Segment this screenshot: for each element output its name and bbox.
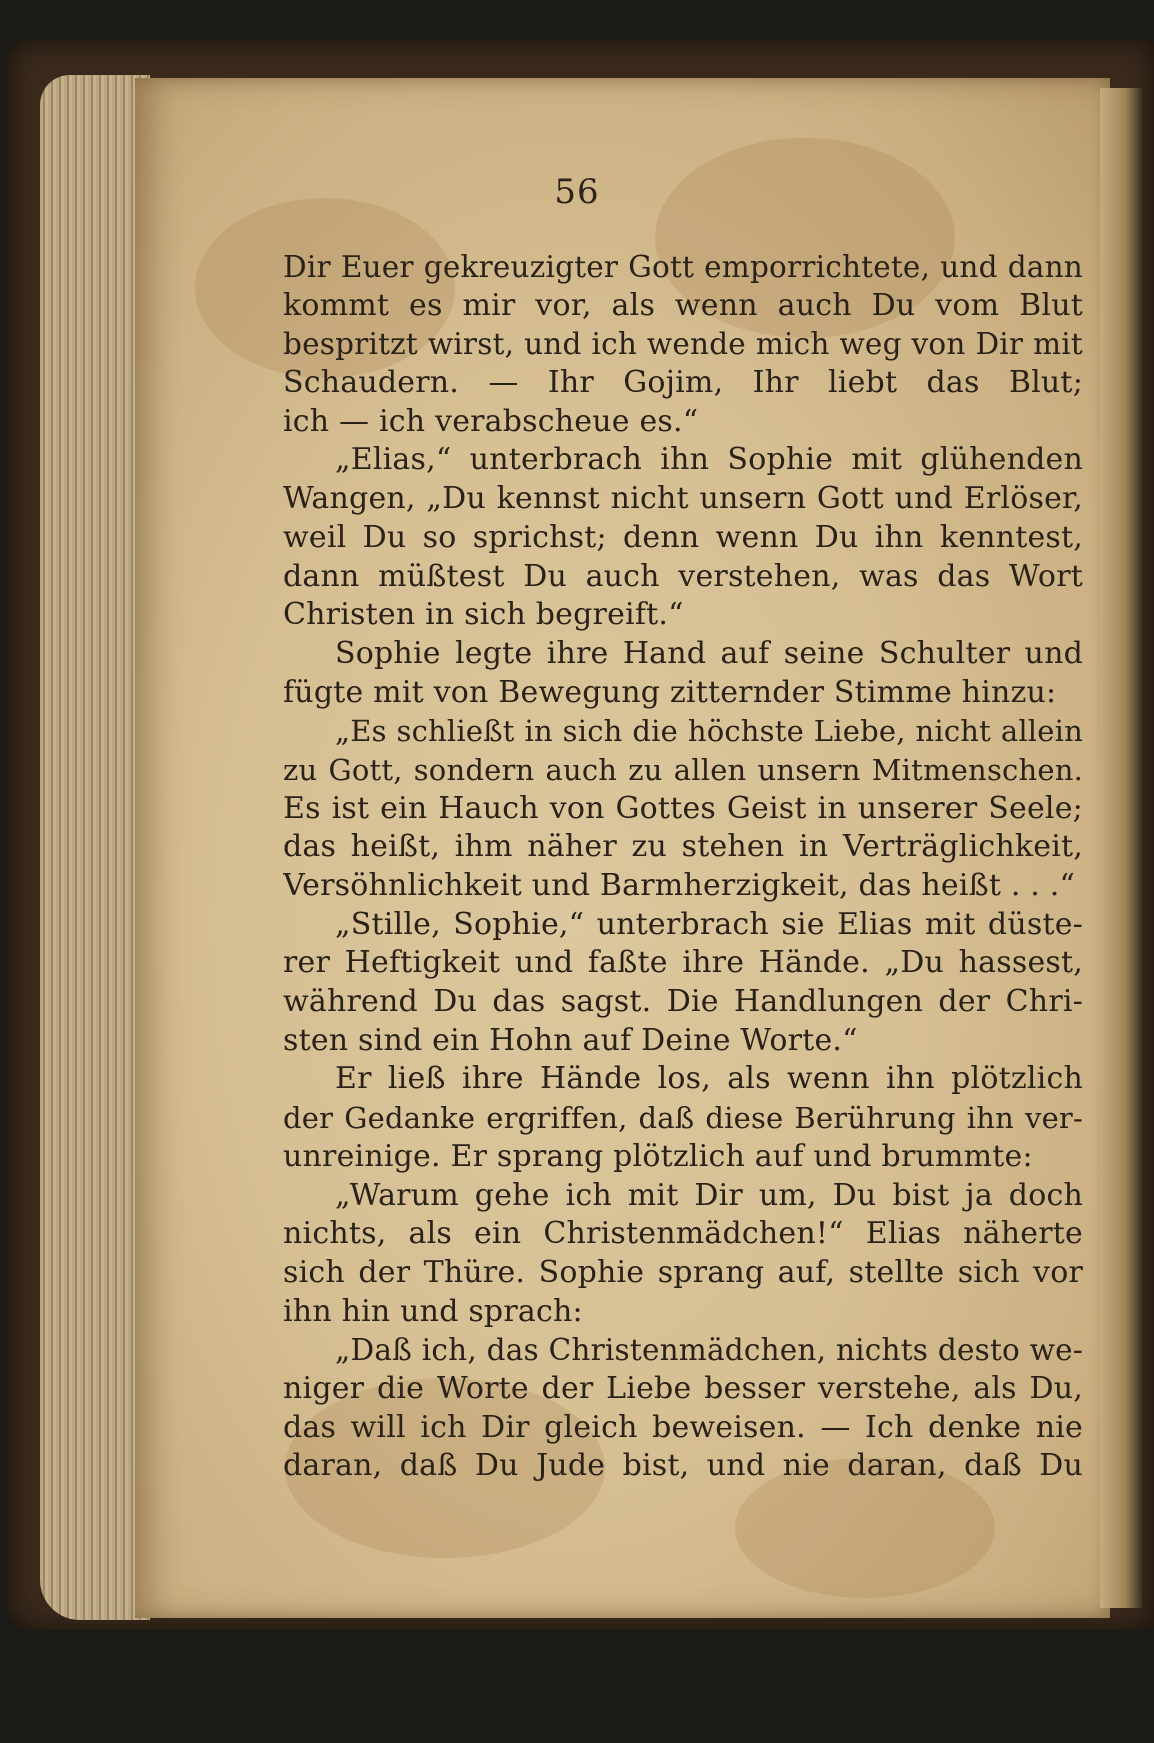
text-line: fügte mit von Bewegung zitternder Stimme hinzu: xyxy=(283,674,1057,710)
text-line: niger die Worte der Liebe besser verstehe, als Du, xyxy=(283,1370,1083,1406)
text-line: rer Heftigkeit und faßte ihre Hände. „Du hassest, xyxy=(283,945,1083,981)
text-line: sich der Thüre. Sophie sprang auf, stellte sich vor xyxy=(283,1254,1083,1290)
text-line: ich — ich verabscheue es.“ xyxy=(283,403,699,439)
text-line: daran, daß Du Jude bist, und nie daran, daß Du xyxy=(283,1448,1083,1484)
text-line: bespritzt wirst, und ich wende mich weg von Dir mit xyxy=(283,327,1083,362)
text-line: „Es schließt in sich die höchste Liebe, nicht allein xyxy=(335,714,1083,749)
page-number: 56 xyxy=(554,172,600,212)
text-line: das will ich Dir gleich beweisen. — Ich denke nie xyxy=(283,1409,1083,1445)
text-line: zu Gott, sondern auch zu allen unsern Mitmenschen. xyxy=(283,752,1083,787)
text-line: Dir Euer gekreuzigter Gott emporrichtete, und dann xyxy=(283,250,1083,284)
text-line: „Elias,“ unterbrach ihn Sophie mit glühenden xyxy=(335,442,1083,478)
text-line: der Gedanke ergriffen, daß diese Berührung ihn ver- xyxy=(283,1101,1083,1136)
text-line: Schaudern. — Ihr Gojim, Ihr liebt das Blut; xyxy=(283,365,1083,401)
text-line: nichts, als ein Christenmädchen!“ Elias näherte xyxy=(283,1216,1083,1252)
text-line: „Daß ich, das Christenmädchen, nichts desto we- xyxy=(335,1333,1083,1368)
text-line: Wangen, „Du kennst nicht unsern Gott und Erlöser, xyxy=(283,481,1083,517)
text-line: sten sind ein Hohn auf Deine Worte.“ xyxy=(283,1022,858,1058)
text-line: Christen in sich begreift.“ xyxy=(283,597,684,633)
text-line: Er ließ ihre Hände los, als wenn ihn plötzlich xyxy=(335,1061,1083,1097)
text-line: weil Du so sprichst; denn wenn Du ihn kenntest, xyxy=(283,519,1083,555)
text-line: Versöhnlichkeit und Barmherzigkeit, das heißt . . .“ xyxy=(283,868,1076,903)
text-line: kommt es mir vor, als wenn auch Du vom Blut xyxy=(283,287,1083,323)
text-line: während Du das sagst. Die Handlungen der Chri- xyxy=(283,984,1083,1020)
text-line: „Stille, Sophie,“ unterbrach sie Elias mit düste- xyxy=(335,906,1083,942)
page-gutter xyxy=(1100,88,1142,1608)
text-line: dann müßtest Du auch verstehen, was das Wort xyxy=(283,558,1083,594)
text-line: Sophie legte ihre Hand auf seine Schulter und xyxy=(335,635,1083,671)
text-line: unreinige. Er sprang plötzlich auf und brummte: xyxy=(283,1138,1033,1174)
page-text xyxy=(283,248,1083,1486)
text-line: ihn hin und sprach: xyxy=(283,1293,583,1329)
page-edges xyxy=(40,75,150,1620)
text-line: das heißt, ihm näher zu stehen in Verträglichkeit, xyxy=(283,829,1083,865)
text-line: Es ist ein Hauch von Gottes Geist in unserer Seele; xyxy=(283,790,1083,826)
text-line: „Warum gehe ich mit Dir um, Du bist ja doch xyxy=(335,1177,1083,1213)
